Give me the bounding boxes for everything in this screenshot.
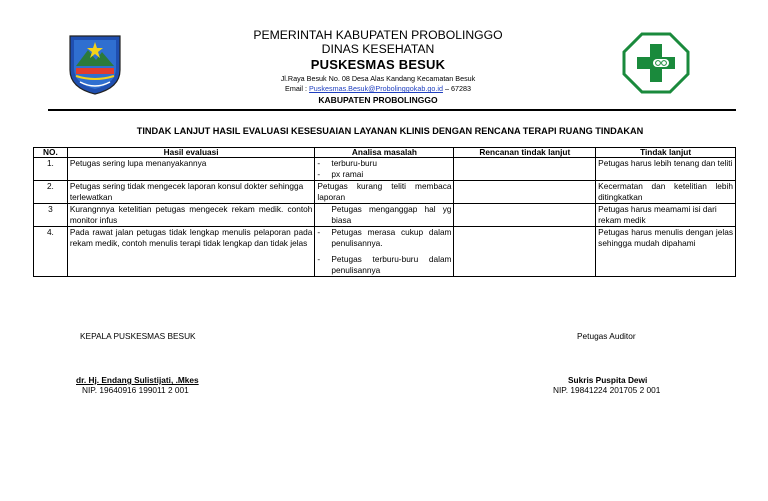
cell-rencana bbox=[454, 227, 596, 277]
row-number: 2. bbox=[34, 181, 68, 204]
signature-left-nip: NIP. 19640916 199011 2 001 bbox=[82, 385, 189, 395]
letterhead-email-line bbox=[200, 84, 556, 93]
letterhead-name: PUSKESMAS BESUK bbox=[310, 57, 446, 72]
puskesmas-cross-icon bbox=[622, 32, 690, 94]
table-header-row bbox=[34, 148, 736, 158]
header-tindak: Tindak lanjut bbox=[596, 148, 736, 158]
signature-left-role: KEPALA PUSKESMAS BESUK bbox=[80, 331, 196, 341]
cell-rencana bbox=[454, 158, 596, 181]
cell-analisa bbox=[315, 227, 454, 277]
cell-analisa bbox=[315, 158, 454, 181]
analisa-item: - terburu-buru bbox=[317, 158, 378, 168]
row-number: 3 bbox=[34, 204, 68, 227]
email-label: Email : bbox=[285, 84, 310, 93]
cell-hasil: Kurangnnya ketelitian petugas mengecek rekam medik. contoh monitor infus bbox=[67, 204, 315, 227]
signature-right-role: Petugas Auditor bbox=[577, 331, 636, 341]
regency-crest-icon bbox=[66, 32, 124, 96]
table-row bbox=[34, 158, 736, 181]
cell-tindak: Petugas harus meamami isi dari rekam medik bbox=[596, 204, 736, 227]
analisa-item: Petugas menganggap hal yg biasa bbox=[331, 204, 452, 225]
header-hasil: Hasil evaluasi bbox=[67, 148, 315, 158]
cell-hasil: Petugas sering lupa menanyakannya bbox=[67, 158, 315, 181]
cell-hasil: Pada rawat jalan petugas tidak lengkap menulis pelaporan pada rekam medik, contoh menulis terapi tidak lengkap dan tidak jelas bbox=[67, 227, 315, 277]
postal-code: – 67283 bbox=[442, 84, 471, 93]
signature-right-name: Sukris Puspita Dewi bbox=[568, 375, 648, 385]
cell-tindak: Petugas harus lebih tenang dan teliti bbox=[596, 158, 736, 181]
email-link[interactable]: Puskesmas.Besuk@Probolinggokab.go.id bbox=[309, 84, 443, 93]
header-no: NO. bbox=[34, 148, 68, 158]
cell-rencana bbox=[454, 204, 596, 227]
letterhead-government: PEMERINTAH KABUPATEN PROBOLINGGO bbox=[253, 28, 503, 42]
analisa-item: - Petugas terburu-buru dalam penulisannya bbox=[317, 254, 452, 275]
table-row bbox=[34, 181, 736, 204]
cell-tindak: Petugas harus menulis dengan jelas sehingga mudah dipahami bbox=[596, 227, 736, 277]
header-analisa: Analisa masalah bbox=[315, 148, 454, 158]
letterhead-divider bbox=[48, 109, 736, 111]
document-title: TINDAK LANJUT HASIL EVALUASI KESESUAIAN LAYANAN KLINIS DENGAN RENCANA TERAPI RUANG TINDAKAN bbox=[136, 126, 644, 136]
cell-tindak: Kecermatan dan ketelitian lebih ditingkatkan bbox=[596, 181, 736, 204]
letterhead-regency: KABUPATEN PROBOLINGGO bbox=[318, 95, 438, 105]
header-rencana: Rencanan tindak lanjut bbox=[454, 148, 596, 158]
cell-analisa: Petugas kurang teliti membaca laporan bbox=[315, 181, 454, 204]
evaluation-table bbox=[33, 147, 736, 277]
cell-rencana bbox=[454, 181, 596, 204]
letterhead-department: DINAS KESEHATAN bbox=[321, 42, 435, 56]
signature-left-name: dr. Hj. Endang Sulistijati, .Mkes bbox=[76, 375, 199, 385]
row-number: 4. bbox=[34, 227, 68, 277]
table-row bbox=[34, 204, 736, 227]
cell-analisa bbox=[315, 204, 454, 227]
analisa-item: - px ramai bbox=[317, 169, 364, 179]
table-row bbox=[34, 227, 736, 277]
signature-right-nip: NIP. 19841224 201705 2 001 bbox=[553, 385, 661, 395]
analisa-item: - Petugas merasa cukup dalam penulisannya. bbox=[317, 227, 452, 248]
cell-hasil: Petugas sering tidak mengecek laporan konsul dokter sehingga terlewatkan bbox=[67, 181, 315, 204]
row-number: 1. bbox=[34, 158, 68, 181]
letterhead-address: Jl.Raya Besuk No. 08 Desa Alas Kandang Kecamatan Besuk bbox=[280, 74, 476, 83]
